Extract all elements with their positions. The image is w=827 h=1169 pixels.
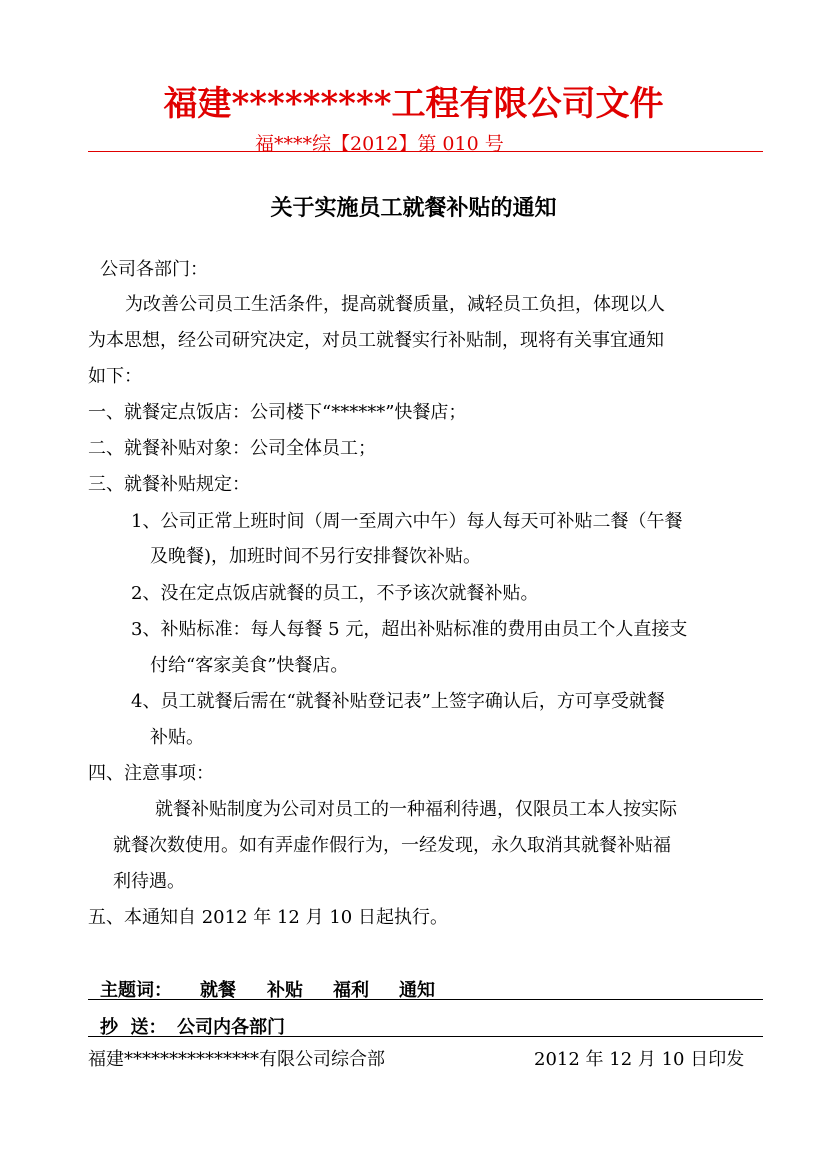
intro-line-2: 为本思想，经公司研究决定，对员工就餐实行补贴制，现将有关事宜通知 bbox=[88, 330, 664, 351]
rule-3-line-b: 付给“客家美食”快餐店。 bbox=[150, 655, 349, 676]
item-two: 二、就餐补贴对象：公司全体员工； bbox=[88, 438, 376, 459]
cc-value: 公司内各部门 bbox=[177, 1017, 285, 1038]
item-five: 五、本通知自 2012 年 12 月 10 日起执行。 bbox=[88, 907, 448, 928]
rule-4-line-b: 补贴。 bbox=[150, 727, 204, 748]
cc-divider bbox=[88, 1036, 763, 1037]
rule-2: 2、没在定点饭店就餐的员工，不予该次就餐补贴。 bbox=[131, 583, 539, 604]
note-line-a: 就餐补贴制度为公司对员工的一种福利待遇，仅限员工本人按实际 bbox=[155, 799, 677, 820]
keywords-label: 主题词： bbox=[100, 980, 172, 1001]
keyword-2: 补贴 bbox=[267, 980, 303, 1001]
keyword-1: 就餐 bbox=[200, 980, 236, 1001]
rule-4-line-a: 4、员工就餐后需在“就餐补贴登记表”上签字确认后，方可享受就餐 bbox=[131, 691, 665, 712]
note-line-c: 利待遇。 bbox=[113, 871, 185, 892]
item-one: 一、就餐定点饭店：公司楼下“******”快餐店； bbox=[88, 402, 467, 423]
rule-1-line-a: 1、公司正常上班时间（周一至周六中午）每人每天可补贴二餐（午餐 bbox=[131, 511, 683, 532]
keyword-4: 通知 bbox=[399, 980, 435, 1001]
rule-1-line-b: 及晚餐)，加班时间不另行安排餐饮补贴。 bbox=[150, 546, 482, 567]
salutation: 公司各部门： bbox=[100, 259, 208, 280]
document-header-title: 福建*********工程有限公司文件 bbox=[163, 84, 664, 124]
cc-label: 抄 送： bbox=[100, 1017, 167, 1038]
item-three: 三、就餐补贴规定： bbox=[88, 474, 250, 495]
item-four: 四、注意事项： bbox=[88, 763, 214, 784]
intro-line-1: 为改善公司员工生活条件，提高就餐质量，减轻员工负担，体现以人 bbox=[125, 294, 665, 315]
note-line-b: 就餐次数使用。如有弄虚作假行为，一经发现，永久取消其就餐补贴福 bbox=[113, 835, 671, 856]
header-red-divider bbox=[88, 151, 763, 152]
notice-title: 关于实施员工就餐补贴的通知 bbox=[270, 195, 557, 221]
issue-date: 2012 年 12 月 10 日印发 bbox=[534, 1049, 745, 1070]
keyword-3: 福利 bbox=[333, 980, 369, 1001]
document-number: 福****综【2012】第 010 号 bbox=[255, 133, 504, 155]
rule-3-line-a: 3、补贴标准：每人每餐 5 元，超出补贴标准的费用由员工个人直接支 bbox=[131, 619, 688, 640]
keywords-divider bbox=[88, 999, 763, 1000]
intro-line-3: 如下： bbox=[88, 366, 142, 387]
issuer: 福建***************有限公司综合部 bbox=[88, 1049, 385, 1070]
